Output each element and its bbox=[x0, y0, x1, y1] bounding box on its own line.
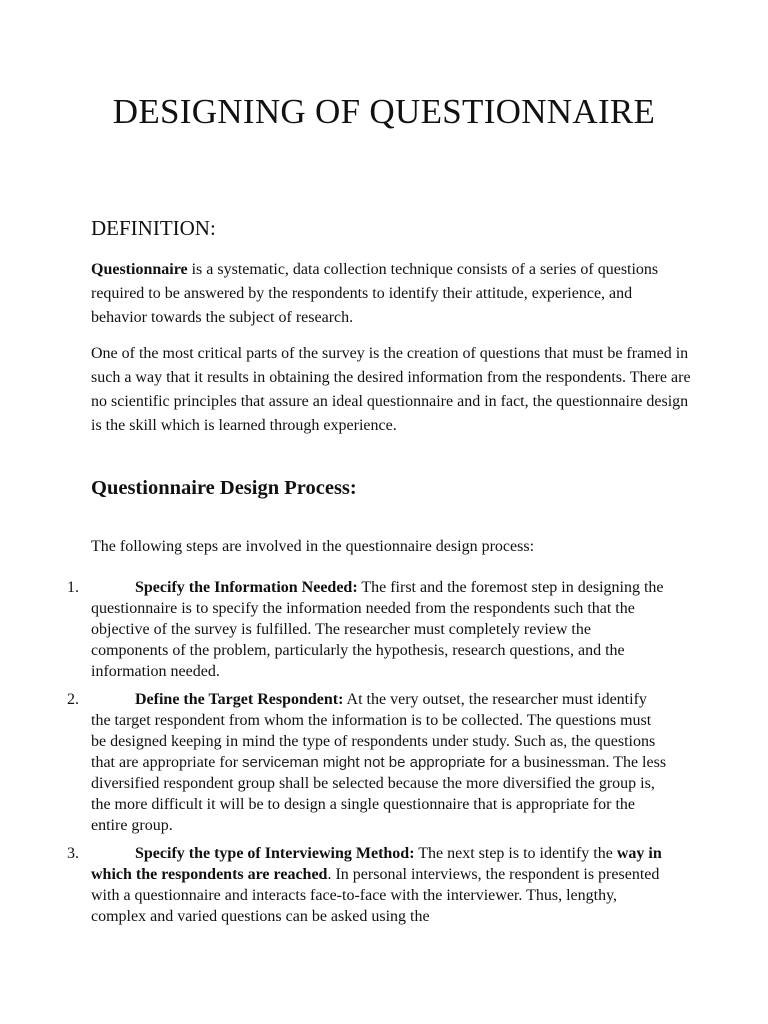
step-title: Specify the type of Interviewing Method: bbox=[135, 845, 415, 862]
document-title: DESIGNING OF QUESTIONNAIRE bbox=[112, 92, 656, 131]
list-indent bbox=[91, 845, 135, 862]
list-number: 3. bbox=[67, 845, 79, 862]
definition-paragraph bbox=[91, 258, 691, 330]
section-heading: Questionnaire Design Process: bbox=[91, 477, 357, 499]
step-title: Specify the Information Needed: bbox=[135, 579, 358, 596]
steps-intro: The following steps are involved in the questionnaire design process: bbox=[91, 538, 535, 555]
list-indent bbox=[91, 691, 135, 708]
definition-text: is a systematic, data collection technique consists of a series of questions required to be answered by the respondents to identify their attitude, experience, and behavior towards the subject of research. bbox=[91, 261, 659, 326]
step-text: The next step is to identify the bbox=[414, 845, 617, 862]
list-number: 2. bbox=[67, 691, 79, 708]
step-text-continued: businessman. The less diversified respondent group shall be selected because the more diversified the group is, the more difficult it will be to design a single questionnaire that is appropriate for the entire group. bbox=[91, 754, 667, 834]
list-item-body bbox=[91, 843, 667, 927]
list-number: 1. bbox=[67, 579, 79, 596]
definition-heading: DEFINITION: bbox=[91, 216, 216, 240]
questionnaire-term: Questionnaire bbox=[91, 261, 188, 278]
step-text-continued: . In personal interviews, the respondent is presented with a questionnaire and interacts face-to-face with the interviewer. Thus, lengthy, complex and varied questions can be asked using the bbox=[91, 866, 660, 925]
step-text-sans: serviceman might not be appropriate for a bbox=[242, 754, 520, 771]
step-text: At the very outset, the researcher must identify the target respondent from whom the information is to be collected. The questions must be designed keeping in mind the type of respondents under study. Such as, the questions that are appropriate for bbox=[91, 691, 656, 771]
step-text: The first and the foremost step in designing the questionnaire is to specify the information needed from the respondents such that the objective of the survey is fulfilled. The researcher must completely review the components of the problem, particularly the hypothesis, research questions, and the information needed. bbox=[91, 579, 664, 680]
survey-paragraph: One of the most critical parts of the survey is the creation of questions that must be framed in such a way that it results in obtaining the desired information from the respondents. There are no scientific principles that assure an ideal questionnaire and in fact, the questionnaire design is the skill which is learned through experience. bbox=[91, 345, 691, 434]
list-item-body bbox=[91, 577, 667, 682]
step-emphasis: way in which the respondents are reached bbox=[91, 845, 662, 883]
list-item-body bbox=[91, 689, 667, 836]
list-indent bbox=[91, 579, 135, 596]
step-title: Define the Target Respondent: bbox=[135, 691, 344, 708]
